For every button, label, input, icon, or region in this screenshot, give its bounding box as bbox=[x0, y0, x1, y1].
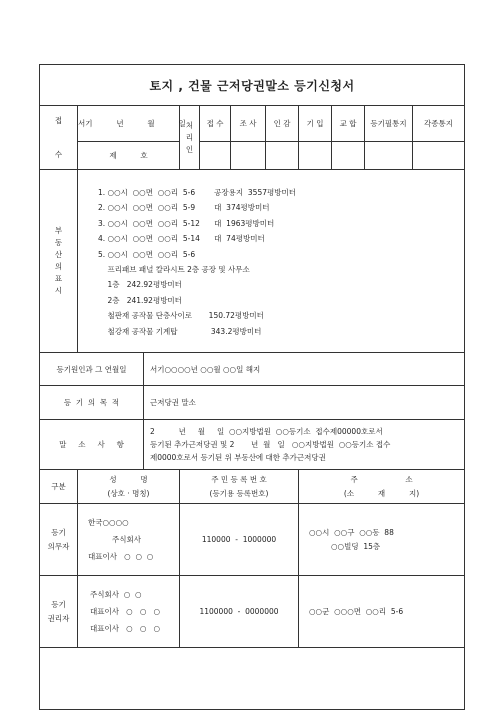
address-line: ○○빌딩 15층 bbox=[331, 541, 381, 551]
stamp-box bbox=[299, 142, 332, 170]
header-line: 성 명 bbox=[109, 474, 148, 484]
obligor-name bbox=[78, 504, 180, 576]
cause-label: 등기원인과 그 연월일 bbox=[40, 353, 144, 386]
header-line: (상호 · 명칭) bbox=[107, 488, 150, 498]
cancellation-details bbox=[144, 420, 465, 470]
property-label-char: 시 bbox=[54, 286, 63, 295]
reception-label bbox=[40, 106, 78, 170]
role-line: 의무자 bbox=[47, 541, 70, 551]
cancellation-line: 등기된 추가근저당권 및 2 년 월 일 ○○지방법원 ○○등기소 접수 bbox=[150, 440, 391, 449]
cause-value: 서기○○○○년 ○○월 ○○일 해지 bbox=[144, 353, 465, 386]
header-line: (등기용 등록번호) bbox=[209, 488, 269, 498]
purpose-value: 근저당권 말소 bbox=[144, 386, 465, 420]
col-inspection: 조 사 bbox=[231, 106, 266, 142]
stamp-box bbox=[365, 142, 413, 170]
property-line: 1층 242.92평방미터 bbox=[98, 280, 182, 290]
cancellation-line: 제0000호로서 등기된 위 부동산에 대한 추가근저당권 bbox=[150, 453, 326, 462]
obligee-address bbox=[299, 576, 465, 648]
property-line: 2. ○○시 ○○면 ○○리 5-9 대 374평방미터 bbox=[98, 203, 270, 213]
name-line: 대표이사 ○ ○ ○ bbox=[88, 552, 154, 561]
blank-area bbox=[40, 648, 465, 710]
role-line: 권리자 bbox=[47, 613, 70, 623]
role-line: 등기 bbox=[51, 599, 66, 609]
obligee-name bbox=[78, 576, 180, 648]
col-verify: 교 합 bbox=[332, 106, 365, 142]
property-label-char: 의 bbox=[54, 262, 63, 271]
stamp-box bbox=[200, 142, 231, 170]
obligor-reg-no: 110000 - 1000000 bbox=[180, 504, 299, 576]
property-line: 1. ○○시 ○○면 ○○리 5-6 공장용지 3557평방미터 bbox=[98, 187, 296, 197]
obligor-address bbox=[299, 504, 465, 576]
property-line: 철강재 공작물 기계탑 343.2평방미터 bbox=[98, 326, 262, 336]
col-completion-notice: 등기필통지 bbox=[365, 106, 413, 142]
property-label-char: 표 bbox=[54, 274, 63, 283]
property-description bbox=[78, 170, 465, 353]
property-line: 5. ○○시 ○○면 ○○리 5-6 bbox=[98, 249, 196, 259]
parties-header-name bbox=[78, 470, 180, 504]
obligor-role bbox=[40, 504, 78, 576]
address-line: ○○군 ○○○면 ○○리 5-6 bbox=[309, 606, 404, 616]
header-line: (소 재 지) bbox=[343, 488, 420, 498]
property-label-char: 산 bbox=[54, 250, 63, 259]
name-line: 주식회사 ○ ○ bbox=[90, 590, 142, 599]
stamp-box bbox=[413, 142, 465, 170]
obligee-role bbox=[40, 576, 78, 648]
form-table bbox=[39, 64, 465, 710]
property-label-char: 동 bbox=[54, 238, 63, 247]
parties-header-category: 구분 bbox=[40, 470, 78, 504]
property-label-char: 부 bbox=[54, 226, 63, 235]
name-line: 대표이사 ○ ○ ○ bbox=[90, 624, 161, 633]
property-line: 철판재 공작물 단층사이로 150.72평방미터 bbox=[98, 311, 264, 321]
reception-label-char: 접 bbox=[54, 115, 63, 125]
parties-header-address bbox=[299, 470, 465, 504]
property-line: 프리패브 패널 칼라시트 2층 공장 및 사무소 bbox=[98, 265, 250, 274]
purpose-label: 등 기 의 목 적 bbox=[40, 386, 144, 420]
name-line: 주식회사 bbox=[112, 535, 141, 544]
cancellation-line: 2 년 월 일 ○○지방법원 ○○등기소 접수제00000호로서 bbox=[150, 427, 383, 436]
registration-form bbox=[39, 64, 464, 718]
processing-label-char: 처 bbox=[185, 120, 194, 130]
reception-date-label: 서기 년 월 일 bbox=[78, 106, 180, 142]
header-line: 주 소 bbox=[350, 474, 413, 484]
stamp-box bbox=[231, 142, 266, 170]
col-entry: 기 입 bbox=[299, 106, 332, 142]
property-label bbox=[40, 170, 78, 353]
form-title: 토지 , 건물 근저당권말소 등기신청서 bbox=[40, 65, 465, 106]
processing-label-char: 리 bbox=[185, 132, 194, 142]
obligee-reg-no: 1100000 - 0000000 bbox=[180, 576, 299, 648]
col-misc-notice: 각종통지 bbox=[413, 106, 465, 142]
name-line: 대표이사 ○ ○ ○ bbox=[90, 607, 161, 616]
property-line: 3. ○○시 ○○면 ○○리 5-12 대 1963평방미터 bbox=[98, 218, 275, 228]
reception-label-char: 수 bbox=[54, 149, 63, 159]
property-line: 4. ○○시 ○○면 ○○리 5-14 대 74평방미터 bbox=[98, 234, 265, 244]
property-line: 2층 241.92평방미터 bbox=[98, 295, 182, 305]
role-line: 등기 bbox=[51, 527, 66, 537]
processing-label-char: 인 bbox=[185, 144, 194, 154]
stamp-box bbox=[266, 142, 299, 170]
header-line: 주 민 등 록 번 호 bbox=[211, 474, 267, 484]
stamp-box bbox=[332, 142, 365, 170]
address-line: ○○시 ○○구 ○○동 88 bbox=[309, 527, 394, 537]
col-seal: 인 감 bbox=[266, 106, 299, 142]
col-reception: 접 수 bbox=[200, 106, 231, 142]
parties-header-reg-no bbox=[180, 470, 299, 504]
name-line: 한국○○○○ bbox=[88, 518, 129, 527]
processing-label bbox=[180, 106, 200, 170]
reception-number-label: 제 호 bbox=[78, 142, 180, 170]
cancellation-label: 말 소 사 항 bbox=[40, 420, 144, 470]
